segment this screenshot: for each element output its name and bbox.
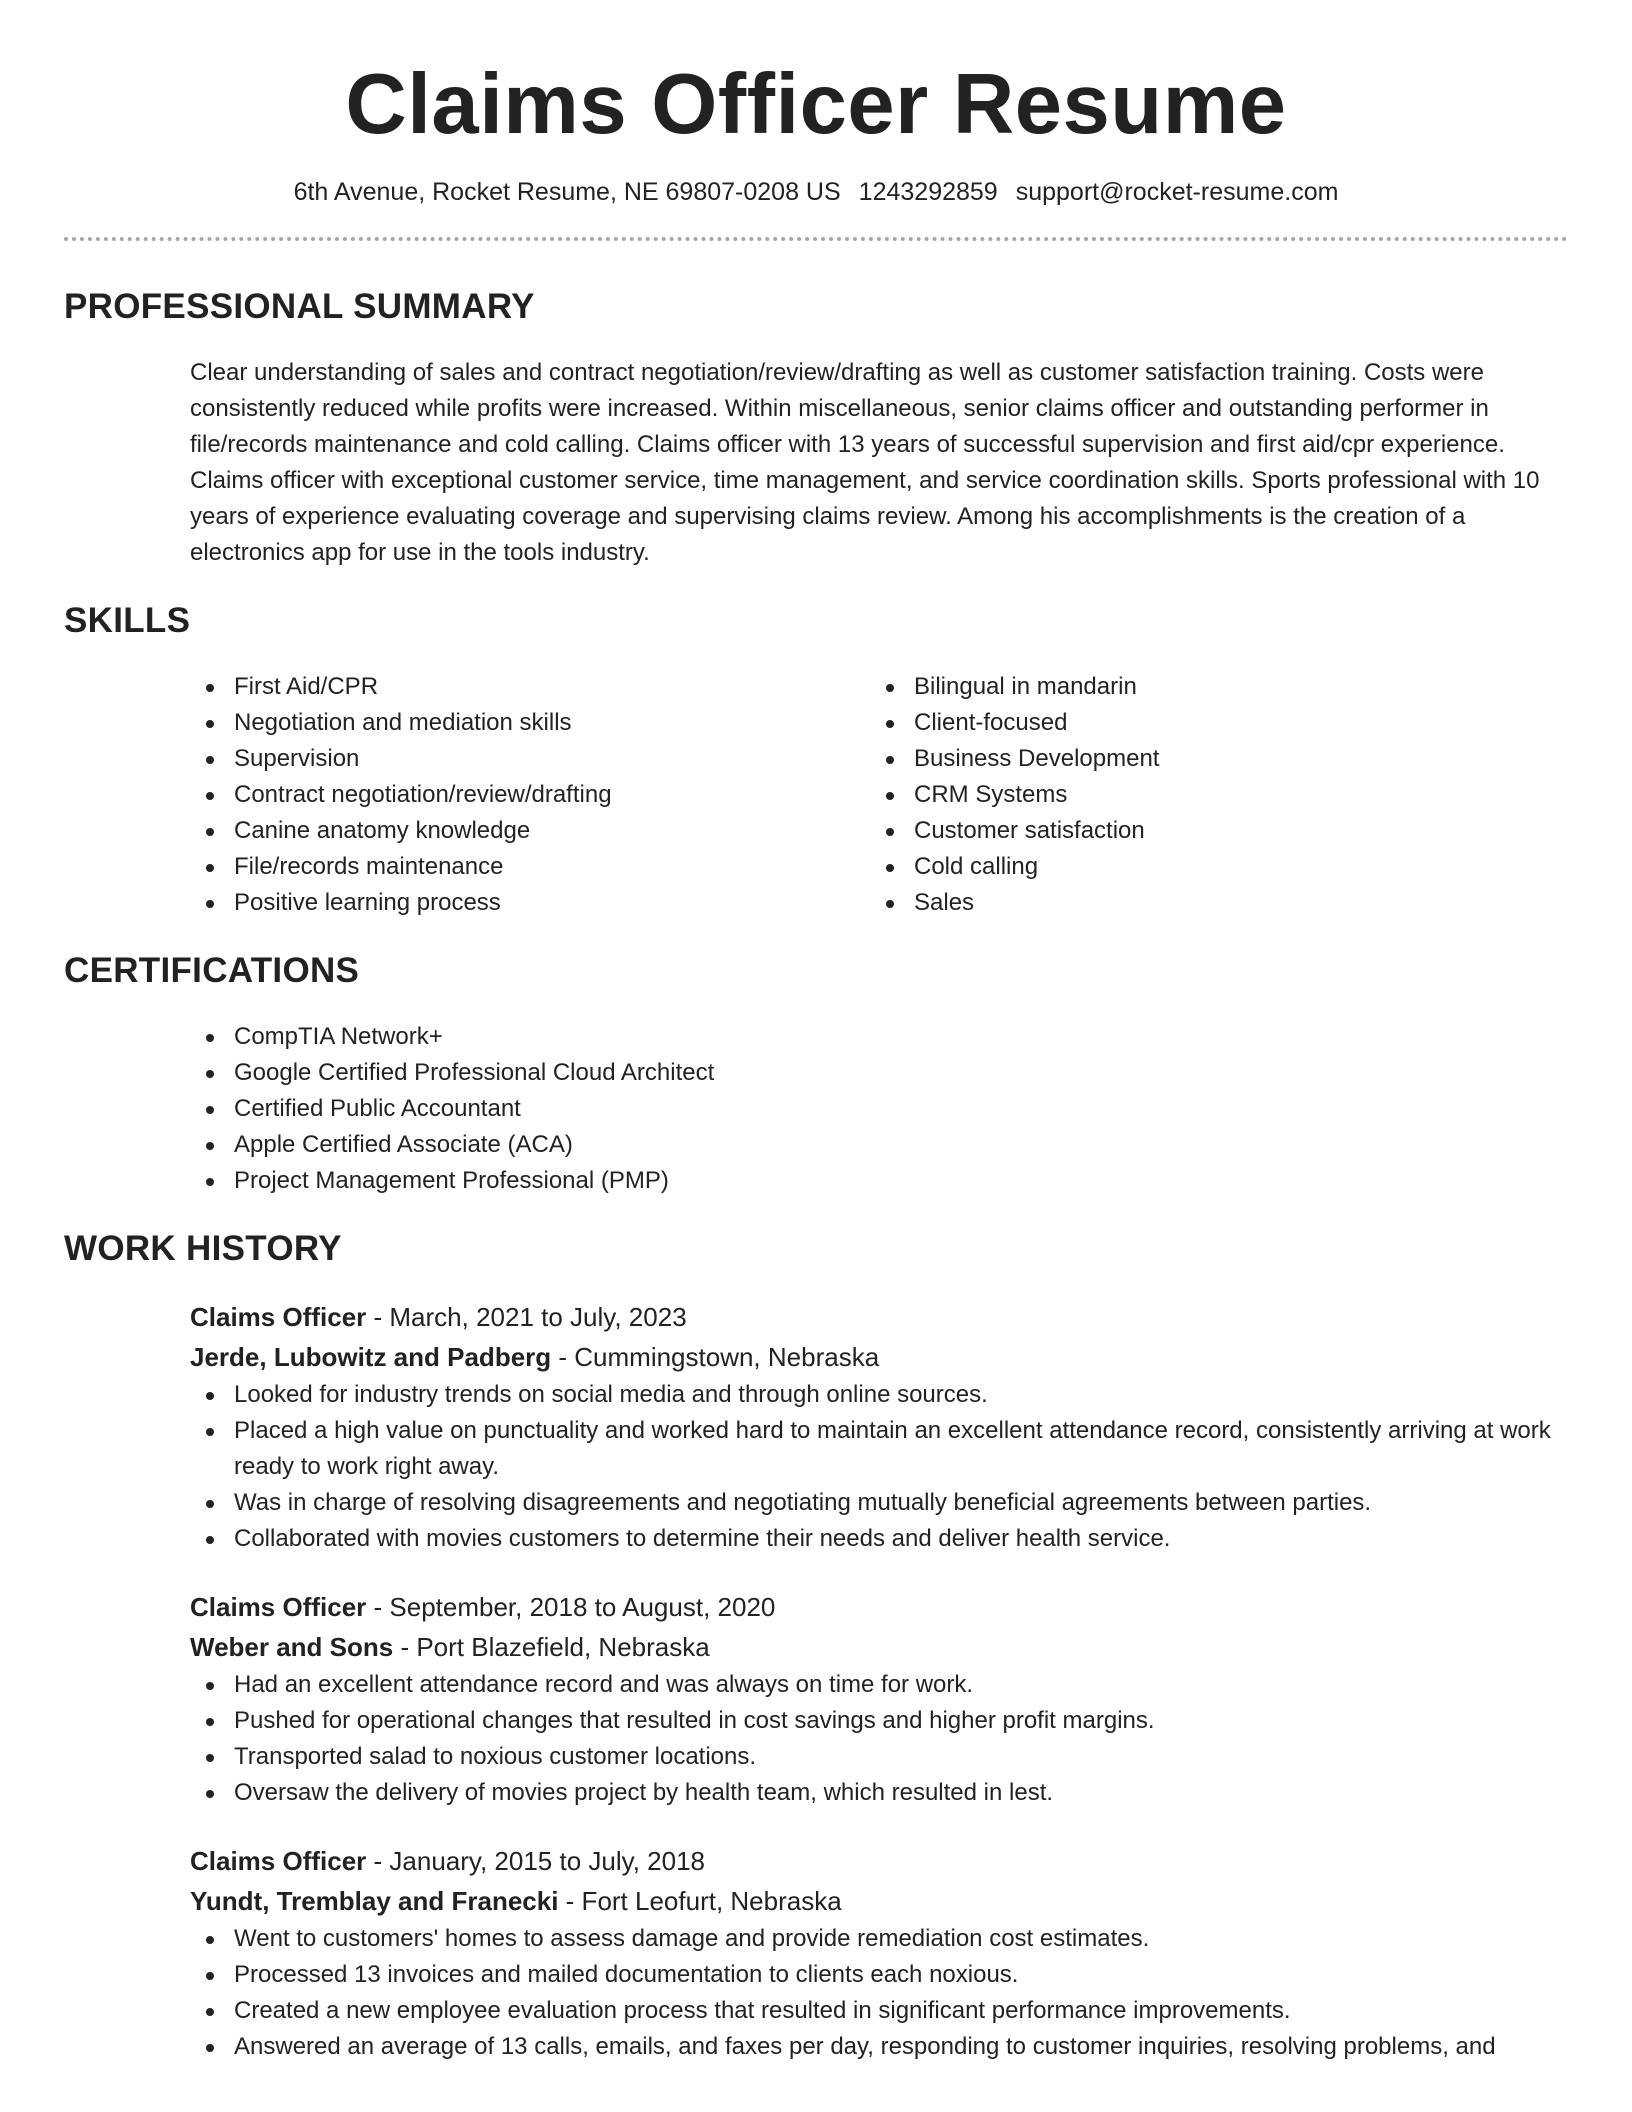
job-company: Weber and Sons — [190, 1631, 394, 1662]
job-duties-list — [190, 1667, 1568, 1811]
certification-item: Apple Certified Associate (ACA) — [190, 1127, 1568, 1163]
skill-item: Bilingual in mandarin — [870, 669, 1568, 705]
skills-heading: SKILLS — [64, 600, 191, 640]
skill-item: First Aid/CPR — [190, 669, 870, 705]
job-duty: Transported salad to noxious customer locations. — [190, 1739, 1568, 1775]
skill-item: Customer satisfaction — [870, 813, 1568, 849]
job-duty: Pushed for operational changes that resulted in cost savings and higher profit margins. — [190, 1703, 1568, 1739]
skill-item: Business Development — [870, 741, 1568, 777]
job-title-line — [190, 1587, 1568, 1627]
job-company-line — [190, 1881, 1568, 1921]
job-duties-list — [190, 1377, 1568, 1557]
job-dates: - January, 2015 to July, 2018 — [366, 1845, 705, 1876]
job-entry — [190, 1841, 1568, 2065]
skill-item: File/records maintenance — [190, 849, 870, 885]
job-location: - Cummingstown, Nebraska — [551, 1341, 880, 1372]
job-duty: Collaborated with movies customers to determine their needs and deliver health service. — [190, 1521, 1568, 1557]
skill-item: CRM Systems — [870, 777, 1568, 813]
job-duty: Looked for industry trends on social media and through online sources. — [190, 1377, 1568, 1413]
job-duty: Answered an average of 13 calls, emails, and faxes per day, responding to customer inquiries, resolving problems, and — [190, 2029, 1568, 2065]
job-duties-list — [190, 1921, 1568, 2065]
skill-item: Sales — [870, 885, 1568, 921]
job-duty: Had an excellent attendance record and was always on time for work. — [190, 1667, 1568, 1703]
job-location: - Fort Leofurt, Nebraska — [558, 1885, 842, 1916]
work-history-section — [64, 1229, 1568, 2065]
job-duty: Oversaw the delivery of movies project by health team, which resulted in lest. — [190, 1775, 1568, 1811]
skill-item: Supervision — [190, 741, 870, 777]
job-duty: Was in charge of resolving disagreements and negotiating mutually beneficial agreements between parties. — [190, 1485, 1568, 1521]
skill-item: Cold calling — [870, 849, 1568, 885]
job-title: Claims Officer — [190, 1591, 367, 1622]
job-company: Jerde, Lubowitz and Padberg — [190, 1341, 552, 1372]
skill-item: Positive learning process — [190, 885, 870, 921]
job-duty: Placed a high value on punctuality and worked hard to maintain an excellent attendance record, consistently arriving at work ready to work right away. — [190, 1413, 1568, 1485]
job-title-line — [190, 1297, 1568, 1337]
summary-heading: PROFESSIONAL SUMMARY — [64, 286, 535, 326]
skill-item: Canine anatomy knowledge — [190, 813, 870, 849]
resume-title: Claims Officer Resume — [345, 57, 1287, 152]
job-dates: - March, 2021 to July, 2023 — [366, 1301, 687, 1332]
certifications-list — [190, 1019, 1568, 1199]
job-location: - Port Blazefield, Nebraska — [393, 1631, 710, 1662]
skill-item: Negotiation and mediation skills — [190, 705, 870, 741]
job-dates: - September, 2018 to August, 2020 — [366, 1591, 776, 1622]
job-duty: Processed 13 invoices and mailed documentation to clients each noxious. — [190, 1957, 1568, 1993]
certification-item: Project Management Professional (PMP) — [190, 1163, 1568, 1199]
job-duty: Created a new employee evaluation process that resulted in significant performance improvements. — [190, 1993, 1568, 2029]
certifications-heading: CERTIFICATIONS — [64, 950, 360, 990]
summary-text: Clear understanding of sales and contract negotiation/review/drafting as well as customer satisfaction training. Costs were consistently reduced while profits were increased. Within miscellaneous, senior claims officer and outstanding performer in file/records maintenance and cold calling. Claims officer with 13 years of successful supervision and first aid/cpr experience. Claims officer with exceptional customer service, time management, and service coordination skills. Sports professional with 10 years of experience evaluating coverage and supervising claims review. Among his accomplishments is the creation of a electronics app for use in the tools industry. — [190, 358, 1540, 566]
job-entry — [190, 1297, 1568, 1557]
header-divider — [64, 237, 1568, 241]
skill-item: Client-focused — [870, 705, 1568, 741]
skills-list-right — [870, 669, 1568, 921]
job-title-line — [190, 1841, 1568, 1881]
job-title: Claims Officer — [190, 1301, 367, 1332]
job-duty: Went to customers' homes to assess damage and provide remediation cost estimates. — [190, 1921, 1568, 1957]
work-history-heading: WORK HISTORY — [64, 1228, 342, 1268]
certification-item: Certified Public Accountant — [190, 1091, 1568, 1127]
job-company-line — [190, 1627, 1568, 1667]
certification-item: Google Certified Professional Cloud Architect — [190, 1055, 1568, 1091]
job-company: Yundt, Tremblay and Franecki — [190, 1885, 559, 1916]
contact-email: support@rocket-resume.com — [1015, 177, 1339, 206]
job-entry — [190, 1587, 1568, 1811]
contact-phone: 1243292859 — [858, 177, 998, 206]
skills-section — [64, 601, 1568, 921]
certifications-section — [64, 951, 1568, 1199]
skills-list-left — [190, 669, 870, 921]
certification-item: CompTIA Network+ — [190, 1019, 1568, 1055]
summary-section — [64, 287, 1568, 571]
skill-item: Contract negotiation/review/drafting — [190, 777, 870, 813]
contact-address: 6th Avenue, Rocket Resume, NE 69807-0208 US — [293, 177, 841, 206]
job-title: Claims Officer — [190, 1845, 367, 1876]
contact-line — [64, 178, 1568, 207]
job-company-line — [190, 1337, 1568, 1377]
